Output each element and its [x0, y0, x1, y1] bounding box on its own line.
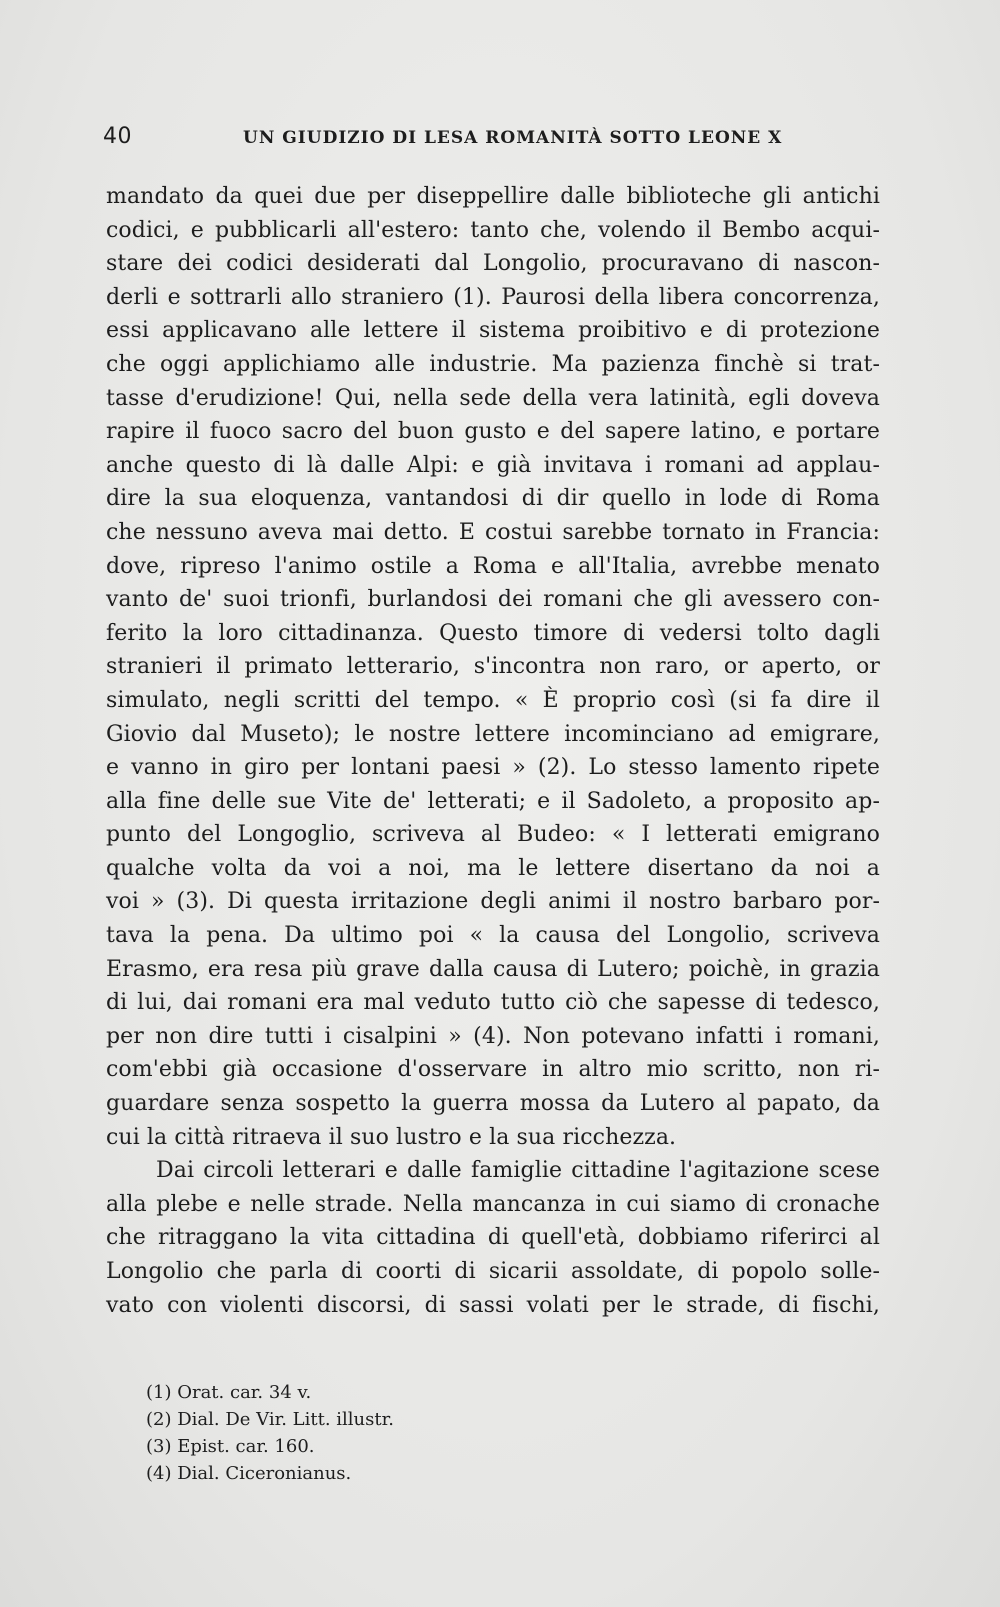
footnote: (1) Orat. car. 34 v.	[146, 1382, 312, 1403]
text-line: tasse d'erudizione! Qui, nella sede della vera latinità, egli doveva	[106, 385, 880, 411]
text-line: Giovio dal Museto); le nostre lettere incominciano ad emigrare,	[106, 721, 880, 747]
footnote: (4) Dial. Ciceronianus.	[146, 1463, 352, 1484]
text-line: Erasmo, era resa più grave dalla causa di Lutero; poichè, in grazia	[106, 956, 880, 982]
text-line: per non dire tutti i cisalpini » (4). Non potevano infatti i romani,	[106, 1023, 880, 1049]
text-line: stare dei codici desiderati dal Longolio, procuravano di nascon-	[106, 251, 880, 277]
text-line: qualche volta da voi a noi, ma le lettere disertano da noi a	[106, 855, 880, 881]
text-line: derli e sottrarli allo straniero (1). Paurosi della libera concorrenza,	[106, 284, 880, 310]
text-line: com'ebbi già occasione d'osservare in altro mio scritto, non ri-	[106, 1057, 880, 1083]
text-line: codici, e pubblicarli all'estero: tanto che, volendo il Bembo acqui-	[106, 217, 880, 243]
text-line: essi applicavano alle lettere il sistema proibitivo e di protezione	[106, 318, 880, 344]
text-line: rapire il fuoco sacro del buon gusto e del sapere latino, e portare	[106, 419, 880, 445]
footnote: (3) Epist. car. 160.	[146, 1436, 315, 1457]
text-line: stranieri il primato letterario, s'incontra non raro, or aperto, or	[106, 654, 880, 680]
text-line: e vanno in giro per lontani paesi » (2). Lo stesso lamento ripete	[106, 755, 880, 781]
text-line: anche questo di là dalle Alpi: e già invitava i romani ad applau-	[106, 452, 880, 478]
text-line: simulato, negli scritti del tempo. « È proprio così (si fa dire il	[106, 687, 880, 713]
text-line: dire la sua eloquenza, vantandosi di dir quello in lode di Roma	[106, 486, 880, 512]
text-line: che nessuno aveva mai detto. E costui sarebbe tornato in Francia:	[106, 519, 880, 545]
text-line: tava la pena. Da ultimo poi « la causa del Longolio, scriveva	[106, 923, 880, 949]
body-text	[106, 180, 880, 1322]
text-line: vanto de' suoi trionfi, burlandosi dei romani che gli avessero con-	[106, 587, 880, 613]
text-line: dove, ripreso l'animo ostile a Roma e all'Italia, avrebbe menato	[106, 553, 880, 579]
text-line: punto del Longoglio, scriveva al Budeo: « I letterati emigrano	[106, 822, 880, 848]
running-head	[103, 124, 880, 156]
text-line: guardare senza sospetto la guerra mossa da Lutero al papato, da	[106, 1091, 880, 1117]
running-title: UN GIUDIZIO DI LESA ROMANITÀ SOTTO LEONE X	[243, 128, 783, 148]
text-line: che oggi applichiamo alle industrie. Ma pazienza finchè si trat-	[106, 351, 880, 377]
text-line: cui la città ritraeva il suo lustro e la sua ricchezza.	[106, 1124, 677, 1150]
footnote: (2) Dial. De Vir. Litt. illustr.	[146, 1409, 394, 1430]
text-line: vato con violenti discorsi, di sassi volati per le strade, di fischi,	[106, 1292, 880, 1318]
text-line: alla plebe e nelle strade. Nella mancanza in cui siamo di cronache	[106, 1191, 880, 1217]
page-number: 40	[103, 124, 132, 149]
text-line: che ritraggano la vita cittadina di quell'età, dobbiamo riferirci al	[106, 1225, 880, 1251]
text-line: ferito la loro cittadinanza. Questo timore di vedersi tolto dagli	[106, 620, 880, 646]
text-line: voi » (3). Di questa irritazione degli animi il nostro barbaro por-	[106, 889, 880, 915]
text-line: alla fine delle sue Vite de' letterati; e il Sadoleto, a proposito ap-	[106, 788, 880, 814]
text-line: mandato da quei due per diseppellire dalle biblioteche gli antichi	[106, 184, 880, 209]
footnotes	[146, 1379, 646, 1487]
text-line: Dai circoli letterari e dalle famiglie cittadine l'agitazione scese	[156, 1158, 880, 1184]
text-line: Longolio che parla di coorti di sicarii assoldate, di popolo solle-	[106, 1259, 880, 1284]
text-line: di lui, dai romani era mal veduto tutto ciò che sapesse di tedesco,	[106, 990, 880, 1016]
